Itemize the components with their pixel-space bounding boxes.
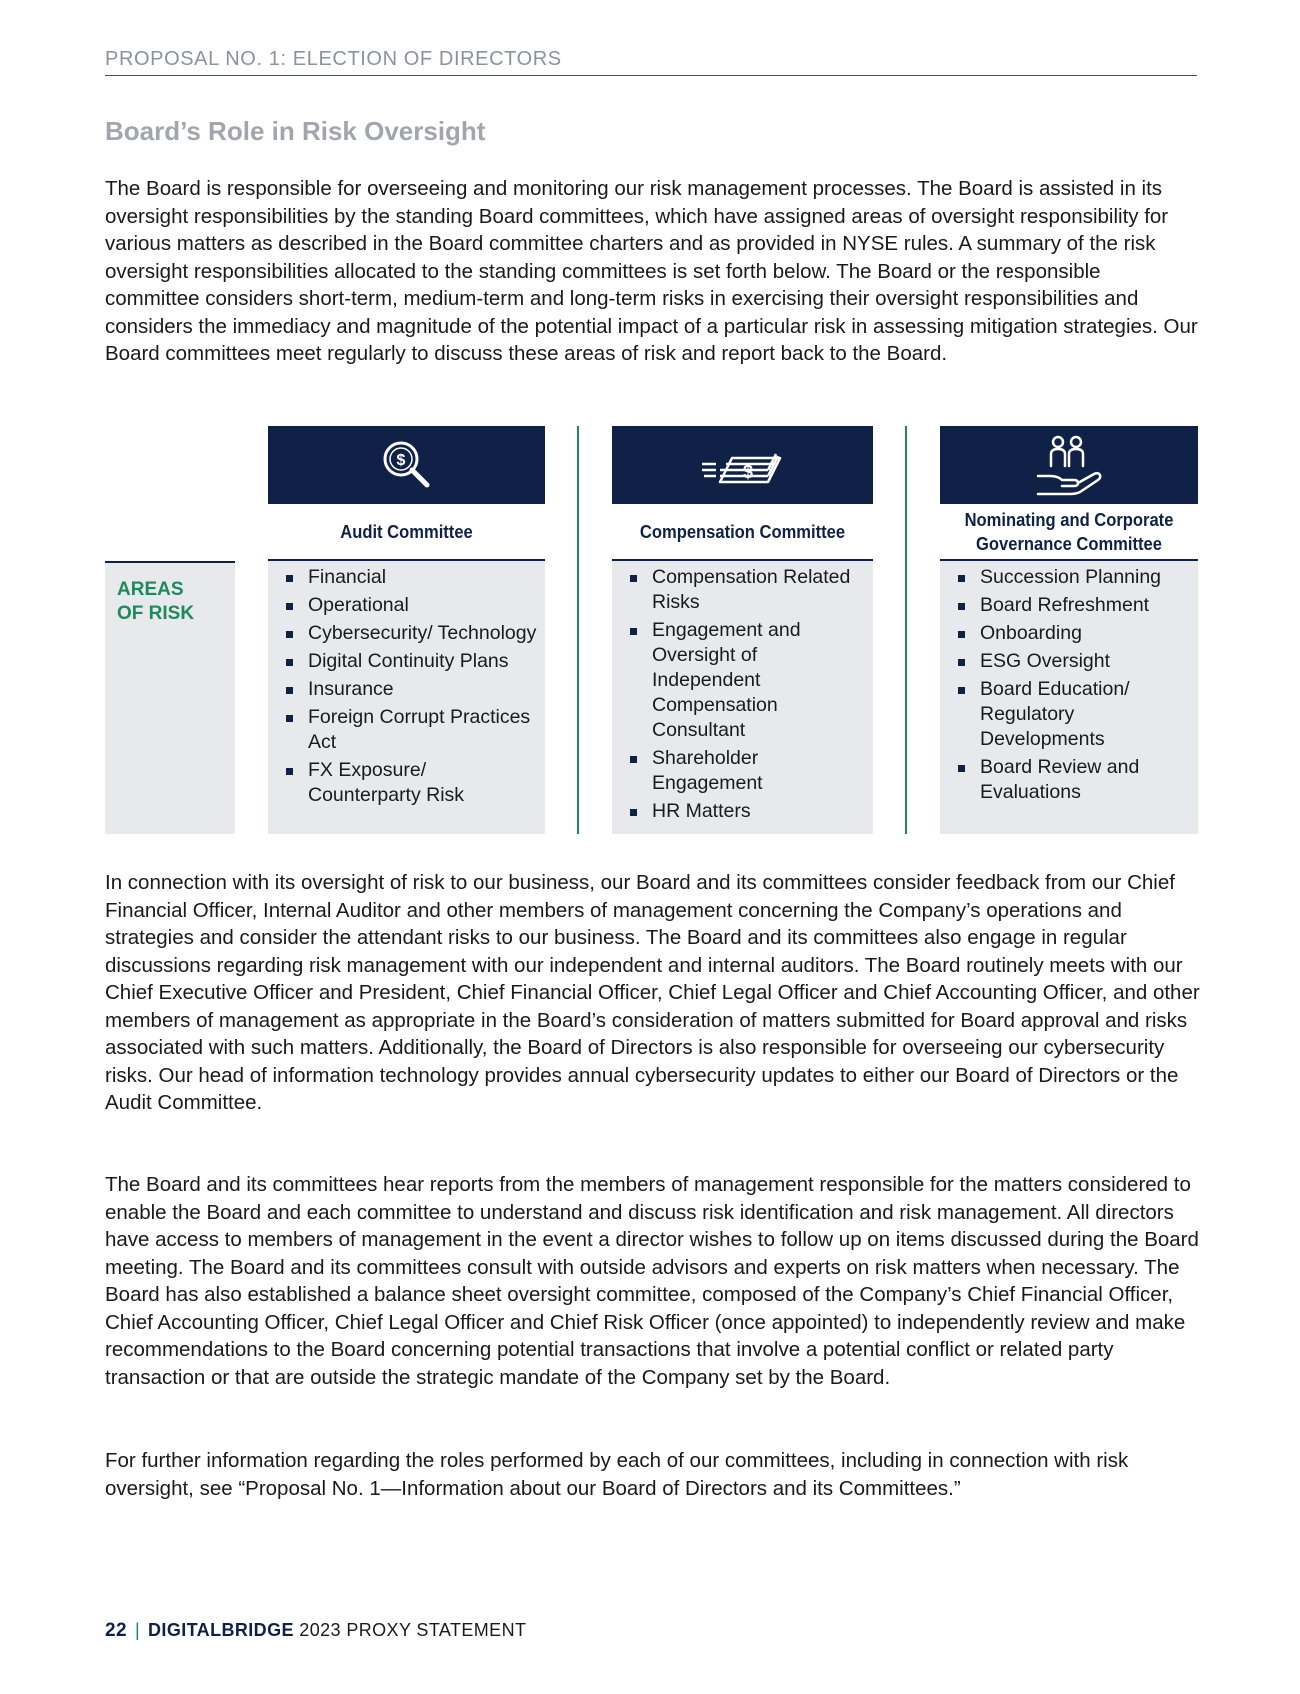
- svg-text:$: $: [742, 462, 753, 482]
- compensation-committee-title: Compensation Committee: [639, 521, 846, 542]
- bullet: [286, 659, 293, 666]
- compensation-committee-risks: [612, 559, 873, 834]
- column-divider: [905, 426, 907, 834]
- intro-paragraph: The Board is responsible for overseeing and monitoring our risk management processes. The Board is assisted in its oversight responsibilities by the standing Board committees, which have assigned areas of oversight responsibility for various matters as described in the Board committee charters and as provided in NYSE rules. A summary of the risk oversight responsibilities allocated to the standing committees is set forth below. The Board or the responsible committee considers short-term, medium-term and long-term risks in exercising their oversight responsibilities and considers the immediacy and magnitude of the potential impact of a particular risk in assessing mitigation strategies. Our Board committees meet regularly to discuss these areas of risk and report back to the Board.: [105, 177, 1198, 365]
- bullet: [286, 603, 293, 610]
- list-item: Digital Continuity Plans: [284, 649, 537, 674]
- running-head: PROPOSAL NO. 1: ELECTION OF DIRECTORS: [105, 48, 1197, 76]
- bullet: [286, 715, 293, 722]
- bullet: [286, 687, 293, 694]
- areas-of-risk-label: AREAS OF RISK: [117, 579, 195, 624]
- footer-separator: |: [134, 1620, 141, 1640]
- areas-of-risk-panel: [105, 561, 235, 834]
- bullet: [630, 628, 637, 635]
- list-item: Insurance: [284, 677, 537, 702]
- section-title: Board’s Role in Risk Oversight: [105, 116, 486, 146]
- bullet: [958, 659, 965, 666]
- list-item: Cybersecurity/ Technology: [284, 621, 537, 646]
- list-item: Board Review and Evaluations: [956, 755, 1190, 805]
- risk-feedback-paragraph: In connection with its oversight of risk to our business, our Board and its committees consider feedback from our Chief Financial Officer, Internal Auditor and other members of management concerning the Company’s operations and strategies and consider the attendant risks to our business. The Board and its committees also engage in regular discussions regarding risk management with our independent and internal auditors. The Board routinely meets with our Chief Executive Officer and President, Chief Financial Officer, Chief Legal Officer and Chief Accounting Officer, and other members of management as appropriate in the Board’s consideration of matters submitted for Board approval and risks associated with such matters. Additionally, the Board of Directors is also responsible for overseeing our cybersecurity risks. Our head of information technology provides annual cybersecurity updates to either our Board of Directors or the Audit Committee.: [105, 871, 1200, 1114]
- list-item: Board Education/ Regulatory Developments: [956, 677, 1190, 752]
- column-divider: [577, 426, 579, 834]
- money-stack-icon: [698, 440, 788, 490]
- list-item: Foreign Corrupt Practices Act: [284, 705, 537, 755]
- svg-text:$: $: [396, 452, 405, 469]
- bullet: [958, 687, 965, 694]
- bullet: [958, 603, 965, 610]
- list-item: FX Exposure/ Counterparty Risk: [284, 758, 537, 808]
- bullet: [630, 575, 637, 582]
- footer-brand: DIGITALBRIDGE: [148, 1620, 294, 1640]
- magnifier-dollar-icon: [377, 435, 437, 495]
- list-item: Board Refreshment: [956, 593, 1190, 618]
- people-hand-icon: [1034, 432, 1104, 498]
- page-footer: [105, 1620, 526, 1642]
- audit-committee-title: Audit Committee: [340, 521, 473, 542]
- list-item: Engagement and Oversight of Independent Compensation Consultant: [628, 618, 865, 743]
- bullet: [958, 765, 965, 772]
- bullet: [630, 756, 637, 763]
- compensation-committee-header: [612, 426, 873, 504]
- further-information-paragraph: For further information regarding the roles performed by each of our committees, including in connection with risk oversight, see “Proposal No. 1—Information about our Board of Directors and its Committees.”: [105, 1449, 1129, 1500]
- nominating-committee-title: Nominating and Corporate Governance Committee: [964, 509, 1174, 554]
- nominating-committee-header: [940, 426, 1198, 504]
- nominating-committee-risks: [940, 559, 1198, 834]
- bullet: [958, 631, 965, 638]
- audit-committee-header: [268, 426, 545, 504]
- bullet: [958, 575, 965, 582]
- audit-committee-risks: [268, 559, 545, 834]
- list-item: Succession Planning: [956, 565, 1190, 590]
- bullet: [286, 575, 293, 582]
- list-item: ESG Oversight: [956, 649, 1190, 674]
- bullet: [286, 768, 293, 775]
- list-item: Operational: [284, 593, 537, 618]
- footer-doc-title: 2023 PROXY STATEMENT: [299, 1620, 527, 1640]
- page-number: 22: [105, 1620, 127, 1641]
- list-item: HR Matters: [628, 799, 865, 824]
- bullet: [286, 631, 293, 638]
- list-item: Onboarding: [956, 621, 1190, 646]
- management-reports-paragraph: The Board and its committees hear reports from the members of management responsible for the matters considered to enable the Board and each committee to understand and discuss risk identification and risk management. All directors have access to members of management in the event a director wishes to follow up on items discussed during the Board meeting. The Board and its committees consult with outside advisors and experts on risk matters when necessary. The Board has also established a balance sheet oversight committee, composed of the Company’s Chief Financial Officer, Chief Accounting Officer, Chief Legal Officer and Chief Risk Officer (once appointed) to independently review and make recommendations to the Board concerning potential transactions that involve a potential conflict or related party transaction or that are outside the strategic mandate of the Company set by the Board.: [105, 1173, 1199, 1389]
- list-item: Financial: [284, 565, 537, 590]
- bullet: [630, 809, 637, 816]
- list-item: Compensation Related Risks: [628, 565, 865, 615]
- list-item: Shareholder Engagement: [628, 746, 865, 796]
